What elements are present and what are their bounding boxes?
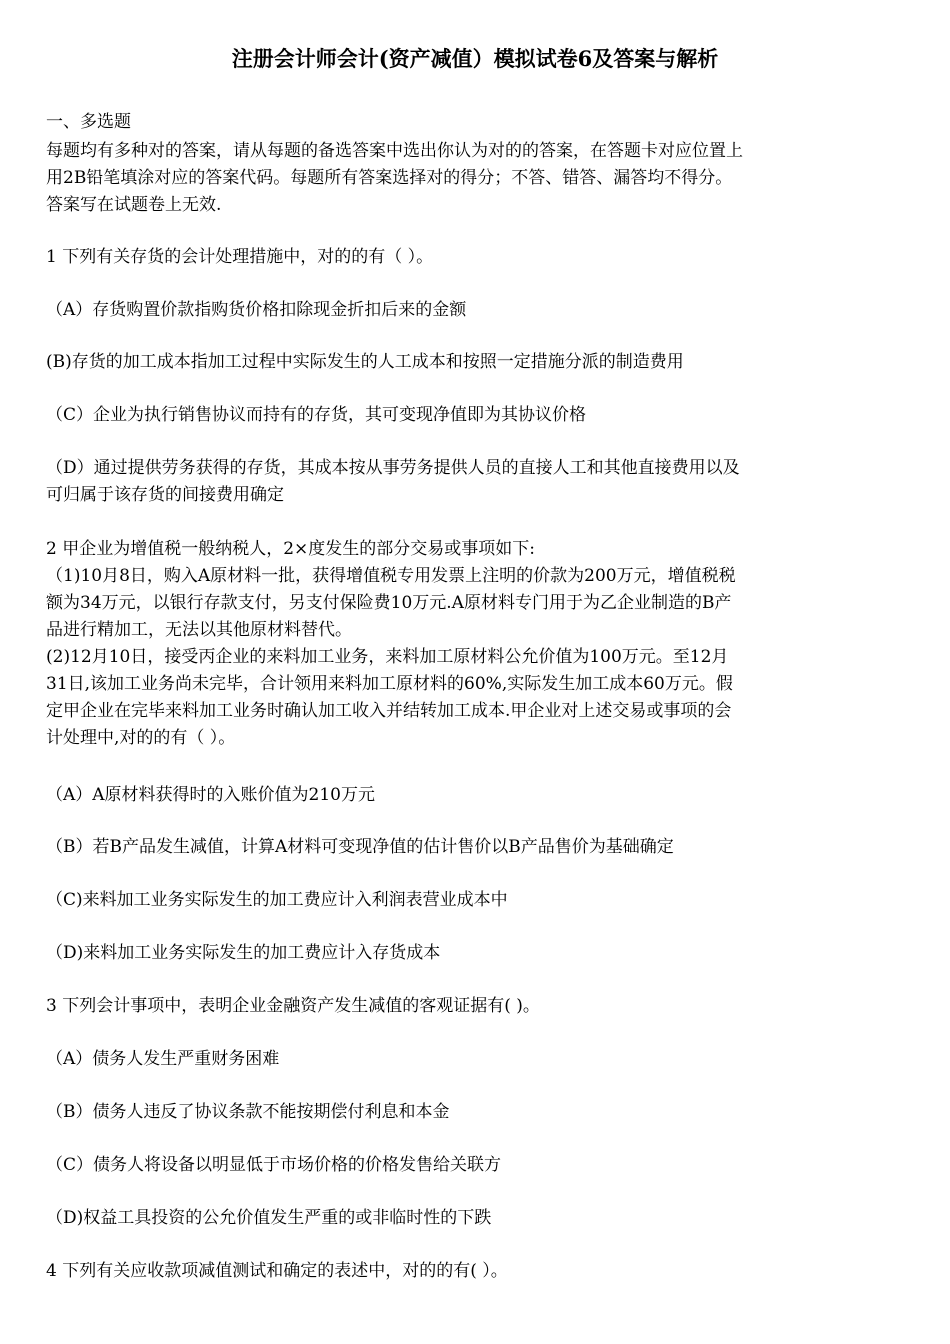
question-3-option-b <box>46 1099 916 1126</box>
question-stem-line: （1)10月8日，购入A原材料一批，获得增值税专用发票上注明的价款为200万元，增值税税 <box>46 566 736 586</box>
option-line: （D)权益工具投资的公允价值发生严重的或非临时性的下跌 <box>46 1208 492 1228</box>
question-4-stem <box>46 1258 916 1285</box>
option-line: （C）债务人将设备以明显低于市场价格的价格发售给关联方 <box>46 1155 502 1175</box>
option-line: （B）若B产品发生减值，计算A材料可变现净值的估计售价以B产品售价为基础确定 <box>46 837 674 857</box>
section-heading: 一、多选题 <box>46 112 131 132</box>
document-title: 注册会计师会计(资产减值）模拟试卷6及答案与解析 <box>231 46 719 71</box>
question-2-stem <box>46 536 916 752</box>
instructions-line: 每题均有多种对的答案，请从每题的备选答案中选出你认为对的的答案，在答题卡对应位置上 <box>46 141 743 161</box>
question-3-option-d <box>46 1205 916 1232</box>
question-2-option-b <box>46 834 916 861</box>
question-1-option-b <box>46 349 916 376</box>
instructions-line: 答案写在试题卷上无效. <box>46 195 222 215</box>
option-line: （A）A原材料获得时的入账价值为210万元 <box>46 785 376 805</box>
question-stem-line: 定甲企业在完毕来料加工业务时确认加工收入并结转加工成本.甲企业对上述交易或事项的会 <box>46 701 732 721</box>
option-line: （A）存货购置价款指购货价格扣除现金折扣后来的金额 <box>46 300 467 320</box>
question-stem-line: 3 下列会计事项中，表明企业金融资产发生减值的客观证据有( )。 <box>46 996 540 1016</box>
instructions-paragraph <box>46 138 916 219</box>
question-stem-line: 额为34万元，以银行存款支付，另支付保险费10万元.A原材料专门用于为乙企业制造的B产 <box>46 593 732 613</box>
question-stem-line: 2 甲企业为增值税一般纳税人，2×度发生的部分交易或事项如下: <box>46 539 536 559</box>
question-stem-line: (2)12月10日，接受丙企业的来料加工业务，来料加工原材料公允价值为100万元。至12月 <box>46 647 729 667</box>
question-1-option-d <box>46 455 916 509</box>
option-line: （B）债务人违反了协议条款不能按期偿付利息和本金 <box>46 1102 450 1122</box>
option-line: （C)来料加工业务实际发生的加工费应计入利润表营业成本中 <box>46 890 508 910</box>
instructions-line: 用2B铅笔填涂对应的答案代码。每题所有答案选择对的得分；不答、错答、漏答均不得分。 <box>46 168 733 188</box>
question-3-option-c <box>46 1152 916 1179</box>
question-1-option-c <box>46 402 916 429</box>
option-line: （D)来料加工业务实际发生的加工费应计入存货成本 <box>46 943 441 963</box>
question-2-option-a <box>46 782 916 809</box>
question-2-option-d <box>46 940 916 967</box>
question-stem-line: 品进行精加工，无法以其他原材料替代。 <box>46 620 352 640</box>
question-2-option-c <box>46 887 916 914</box>
question-stem-line: 计处理中,对的的有（ ）。 <box>46 728 236 748</box>
option-line: （A）债务人发生严重财务困难 <box>46 1049 280 1069</box>
option-line: 可归属于该存货的间接费用确定 <box>46 485 284 505</box>
question-stem-line: 4 下列有关应收款项减值测试和确定的表述中，对的的有( ）。 <box>46 1261 508 1281</box>
question-3-option-a <box>46 1046 916 1073</box>
question-1-stem <box>46 244 916 271</box>
question-1-option-a <box>46 297 916 324</box>
option-line: （D）通过提供劳务获得的存货，其成本按从事劳务提供人员的直接人工和其他直接费用以及 <box>46 458 740 478</box>
option-line: （C）企业为执行销售协议而持有的存货，其可变现净值即为其协议价格 <box>46 405 587 425</box>
question-stem-line: 31日,该加工业务尚未完毕，合计领用来料加工原材料的60%,实际发生加工成本60万元。假 <box>46 674 733 694</box>
option-line: (B)存货的加工成本指加工过程中实际发生的人工成本和按照一定措施分派的制造费用 <box>46 352 684 372</box>
question-stem-line: 1 下列有关存货的会计处理措施中，对的的有（ ）。 <box>46 247 434 267</box>
question-3-stem <box>46 993 916 1020</box>
